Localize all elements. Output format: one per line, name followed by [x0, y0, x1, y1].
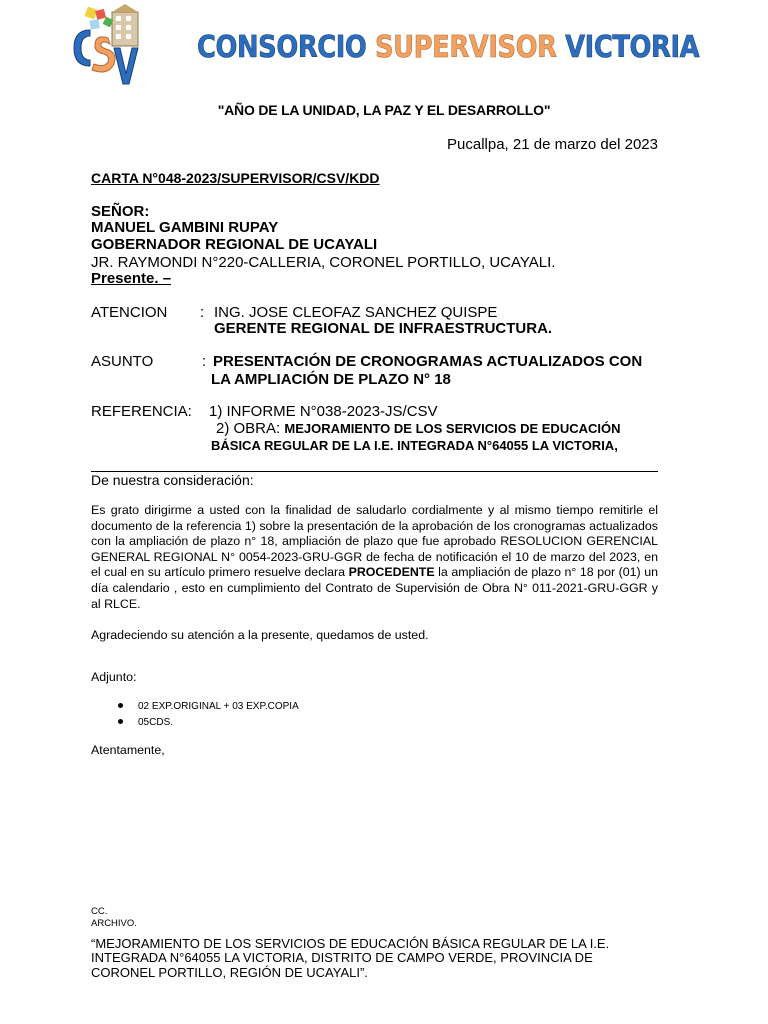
asunto-line-2: LA AMPLIACIÓN DE PLAZO N° 18	[211, 371, 451, 388]
project-footer: “MEJORAMIENTO DE LOS SERVICIOS DE EDUCACIÓN BÁSICA REGULAR DE LA I.E. INTEGRADA N°64055 LA VICTORIA, DISTRITO DE CAMPO VERDE, PROVINCIA DE CORONEL PORTILLO, REGIÓN DE UCAYALI”.	[91, 936, 610, 980]
list-item	[118, 716, 299, 732]
year-slogan: "AÑO DE LA UNIDAD, LA PAZ Y EL DESARROLLO"	[217, 102, 551, 118]
bullet-icon	[118, 719, 123, 724]
company-logo	[68, 4, 144, 88]
attachment-text: 02 EXP.ORIGINAL + 03 EXP.COPIA	[138, 701, 299, 712]
cc-label: CC.	[91, 906, 108, 917]
list-item	[118, 700, 299, 716]
atencion-colon: :	[200, 304, 205, 321]
company-name-word-victoria: VICTORIA	[565, 30, 700, 65]
greeting: De nuestra consideración:	[91, 472, 254, 488]
recipient-title: GOBERNADOR REGIONAL DE UCAYALI	[91, 236, 378, 253]
archivo-label: ARCHIVO.	[91, 918, 137, 929]
bullet-icon	[118, 703, 123, 708]
attachments-label: Adjunto:	[91, 670, 137, 684]
referencia-item-2-prefix: 2) OBRA:	[216, 420, 285, 437]
letter-number: CARTA N°048-2023/SUPERVISOR/CSV/KDD	[91, 170, 380, 186]
body-text-part-2: la ampliación de plazo n° 18 por (01) un día calendario , esto en cumplimiento del Contrato de Supervisión de Obra N° 011-2021-GRU-GGR y al RLCE.	[91, 565, 658, 611]
company-name-word-consorcio: CONSORCIO	[197, 30, 367, 65]
company-name	[197, 30, 699, 70]
referencia-label: REFERENCIA:	[91, 403, 192, 420]
body-text-bold: PROCEDENTE	[348, 565, 435, 580]
referencia-item-2-line-2: BÁSICA REGULAR DE LA I.E. INTEGRADA N°64055 LA VICTORIA,	[211, 438, 618, 453]
recipient-address: JR. RAYMONDI N°220-CALLERIA, CORONEL PORTILLO, UCAYALI.	[91, 254, 556, 271]
atencion-position: GERENTE REGIONAL DE INFRAESTRUCTURA.	[214, 320, 553, 337]
atencion-name: ING. JOSE CLEOFAZ SANCHEZ QUISPE	[214, 304, 498, 321]
sign-off: Atentamente,	[91, 743, 165, 757]
referencia-item-2-line-1: MEJORAMIENTO DE LOS SERVICIOS DE EDUCACIÓN	[284, 421, 621, 436]
attachments-list	[118, 700, 299, 732]
asunto-colon: :	[202, 353, 207, 370]
closing-thanks: Agradeciendo su atención a la presente, quedamos de usted.	[91, 628, 429, 642]
referencia-item-2	[216, 420, 620, 437]
body-text-part-1: Es grato dirigirme a usted con la finalidad de saludarlo cordialmente y al mismo tiempo remitirle el documento de la referencia 1) sobre la presentación de la aprobación de los cronogramas actualizados con la ampliación de plazo n° 18, ampliación de plazo que fue aprobado RESOLUCION GERENCIAL GENERAL REGIONAL N° 0054-2023-GRU-GGR de fecha de notificación el 10 de marzo del 2023, en el cual en su artículo primero resuelve declara	[91, 503, 658, 580]
attachment-text: 05CDS.	[138, 717, 174, 728]
asunto-line-1: PRESENTACIÓN DE CRONOGRAMAS ACTUALIZADOS CON	[213, 353, 643, 370]
letter-date: Pucallpa, 21 de marzo del 2023	[447, 136, 658, 153]
atencion-label: ATENCION	[91, 304, 168, 321]
recipient-salutation: SEÑOR:	[91, 203, 150, 220]
referencia-item-1: 1) INFORME N°038-2023-JS/CSV	[209, 403, 438, 420]
asunto-label: ASUNTO	[91, 353, 154, 370]
presente-label: Presente. –	[91, 270, 172, 287]
company-name-word-supervisor: SUPERVISOR	[375, 30, 557, 65]
recipient-name: MANUEL GAMBINI RUPAY	[91, 219, 279, 236]
body-paragraph	[91, 503, 658, 612]
